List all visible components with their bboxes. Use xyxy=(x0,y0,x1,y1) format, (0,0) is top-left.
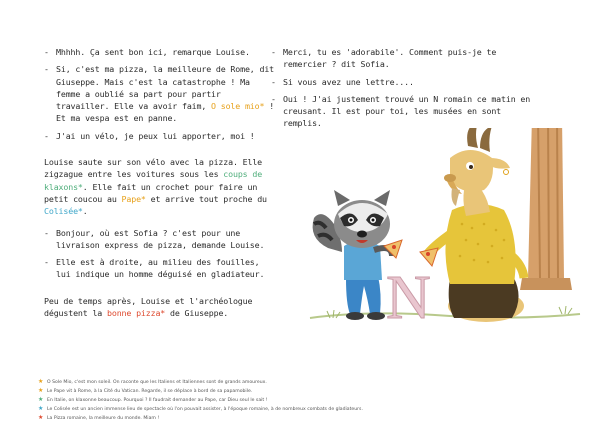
highlight-colisee: Colisée* xyxy=(44,206,83,217)
dialogue-text: Si, c'est ma pizza, la meilleure de Rome, dit Giuseppe. Mais c'est la catastrophe ! Ma femme a oublié sa part pour partir travailler. Elle va avoir faim, xyxy=(56,64,275,112)
narration-text: Louise saute sur son vélo avec la pizza. Elle zigzague entre les voitures sous les xyxy=(44,157,263,180)
highlight-pape: Pape* xyxy=(121,193,146,204)
footnote-item xyxy=(38,414,578,423)
dialogue-line xyxy=(44,63,276,124)
footnote-item xyxy=(38,378,578,387)
highlight-klaxons: coups de klaxons* xyxy=(44,169,263,192)
narration-text: . xyxy=(82,206,88,217)
right-column xyxy=(271,46,533,135)
star-icon: ★ xyxy=(38,378,44,385)
highlight-bonne-pizza: bonne pizza* xyxy=(107,308,166,319)
dialogue-text: Oui ! J'ai justement trouvé un N romain ce matin en creusant. Il est pour toi, les musées en sont remplis. xyxy=(283,93,531,129)
goat-archaeologist-icon xyxy=(420,128,524,322)
dialogue-text: Si vous avez une lettre.... xyxy=(283,76,414,87)
footnotes xyxy=(38,378,578,423)
footnote-text: Le Pape vit à Rome, à la Cité du Vatican. Regarde, il se déplace à bord de sa papamobile. xyxy=(47,389,253,394)
left-column xyxy=(44,46,276,328)
dialogue-dash: - xyxy=(271,93,276,104)
narration-paragraph xyxy=(44,156,276,217)
dialogue-dash: - xyxy=(271,76,276,87)
dialogue-dash: - xyxy=(44,227,49,238)
dialogue-line xyxy=(271,93,533,130)
footnote-text: En Italie, on klaxonne beaucoup. Pourquoi ? Il faudrait demander au Pape, car Dieu seul le sait ! xyxy=(47,398,268,403)
dialogue-line xyxy=(44,256,276,281)
dialogue-line xyxy=(44,46,276,58)
footnote-text: O Sole Mio, c'est mon soleil. On raconte que les Italiens et Italiennes sont de grands amoureux. xyxy=(47,380,267,385)
narration-text: . Elle fait un crochet pour faire un petit coucou au xyxy=(44,181,258,204)
roman-letter-n-icon xyxy=(386,264,431,332)
narration-text: et arrive tout proche du xyxy=(145,193,267,204)
dialogue-dash: - xyxy=(44,257,49,268)
narration-text: Peu de temps après, Louise et l'archéologue dégustent la xyxy=(44,295,253,319)
dialogue-dash: - xyxy=(44,130,49,141)
dialogue-dash: - xyxy=(44,47,49,57)
dialogue-text: Bonjour, où est Sofia ? c'est pour une livraison express de pizza, demande Louise. xyxy=(56,227,265,250)
dialogue-text-end: ! Et ma vespa est en panne. xyxy=(56,101,275,124)
narration-text: de Giuseppe. xyxy=(165,308,229,319)
letter-n: N xyxy=(386,264,431,332)
dialogue-line xyxy=(271,46,533,71)
dialogue-text: Merci, tu es 'adorabile'. Comment puis-je te remercier ? dit Sofia. xyxy=(283,47,497,70)
footnote-item xyxy=(38,387,578,396)
footnote-item xyxy=(38,396,578,405)
star-icon: ★ xyxy=(38,414,44,421)
dialogue-dash: - xyxy=(44,64,49,75)
dialogue-text: J'ai un vélo, je peux lui apporter, moi ! xyxy=(56,130,255,141)
narration-paragraph xyxy=(44,295,276,320)
dialogue-line xyxy=(44,130,276,142)
footnote-text: Le Colisée est un ancien immense lieu de spectacle où l'on pouvait assister, à l'époque romaine, à de nombreux combats de gladiateurs. xyxy=(47,407,363,412)
roman-column-icon xyxy=(520,128,572,290)
star-icon: ★ xyxy=(38,405,44,412)
dialogue-dash: - xyxy=(271,47,276,57)
star-icon: ★ xyxy=(38,387,44,394)
illustration-raccoon-goat xyxy=(300,128,600,348)
footnote-text: La Pizza romaine, la meilleure du monde. Miam ! xyxy=(47,416,160,421)
highlight-o-sole-mio: O sole mio* xyxy=(211,101,265,112)
dialogue-line xyxy=(271,76,533,88)
footnote-item xyxy=(38,405,578,414)
star-icon: ★ xyxy=(38,396,44,403)
dialogue-text: Elle est à droite, au milieu des fouilles, lui indique un homme déguisé en gladiateur. xyxy=(56,257,265,280)
dialogue-text: Mhhhh. Ça sent bon ici, remarque Louise. xyxy=(56,47,250,57)
dialogue-line xyxy=(44,227,276,252)
